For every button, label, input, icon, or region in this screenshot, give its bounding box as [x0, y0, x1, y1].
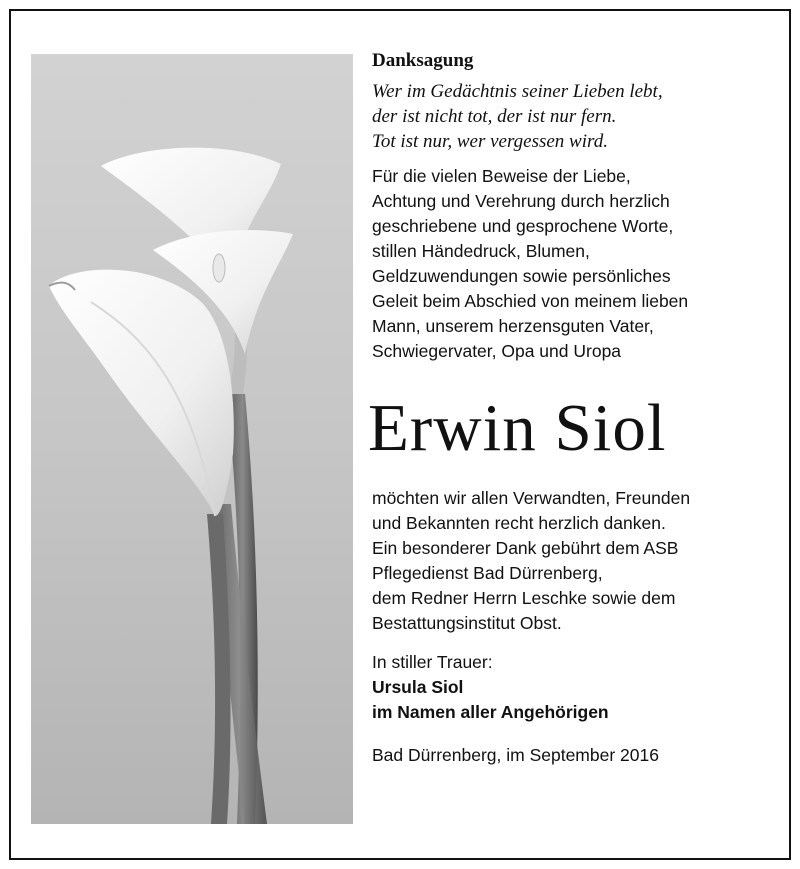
thanks-paragraph: [372, 486, 782, 636]
poem-line: der ist nicht tot, der ist nur fern.: [372, 106, 617, 127]
thanks-line: Ein besonderer Dank gebührt dem ASB: [372, 538, 679, 558]
intro-line: Geleit beim Abschied von meinem lieben: [372, 291, 689, 311]
poem: [372, 79, 782, 154]
intro-line: stillen Händedruck, Blumen,: [372, 241, 590, 261]
poem-line: Wer im Gedächtnis seiner Lieben lebt,: [372, 81, 663, 102]
intro-line: geschriebene und gesprochene Worte,: [372, 216, 674, 236]
deceased-name: Erwin Siol: [368, 391, 667, 465]
mourning-block: [372, 650, 782, 725]
intro-line: Achtung und Verehrung durch herzlich: [372, 191, 670, 211]
thanks-line: Bestattungsinstitut Obst.: [372, 613, 562, 633]
intro-line: Für die vielen Beweise der Liebe,: [372, 166, 631, 186]
text-column: [368, 49, 782, 768]
intro-line: Geldzuwendungen sowie persönliches: [372, 266, 671, 286]
mourning-intro: In stiller Trauer:: [372, 652, 493, 672]
intro-paragraph: [372, 164, 782, 364]
obituary-frame: [9, 9, 791, 860]
thanks-line: möchten wir allen Verwandten, Freunden: [372, 488, 691, 508]
poem-line: Tot ist nur, wer vergessen wird.: [372, 131, 608, 152]
mourner-name: Ursula Siol: [372, 677, 464, 697]
mourner-family: im Namen aller Angehörigen: [372, 702, 609, 722]
thanks-line: und Bekannten recht herzlich danken.: [372, 513, 666, 533]
heading: Danksagung: [372, 50, 474, 71]
place-date: Bad Dürrenberg, im September 2016: [372, 745, 659, 765]
calla-lily-photo: [31, 54, 353, 824]
thanks-line: dem Redner Herrn Leschke sowie dem: [372, 588, 676, 608]
intro-line: Mann, unserem herzensguten Vater,: [372, 316, 654, 336]
thanks-line: Pflegedienst Bad Dürrenberg,: [372, 563, 603, 583]
calla-lily-icon: [31, 54, 353, 824]
intro-line: Schwiegervater, Opa und Uropa: [372, 341, 622, 361]
